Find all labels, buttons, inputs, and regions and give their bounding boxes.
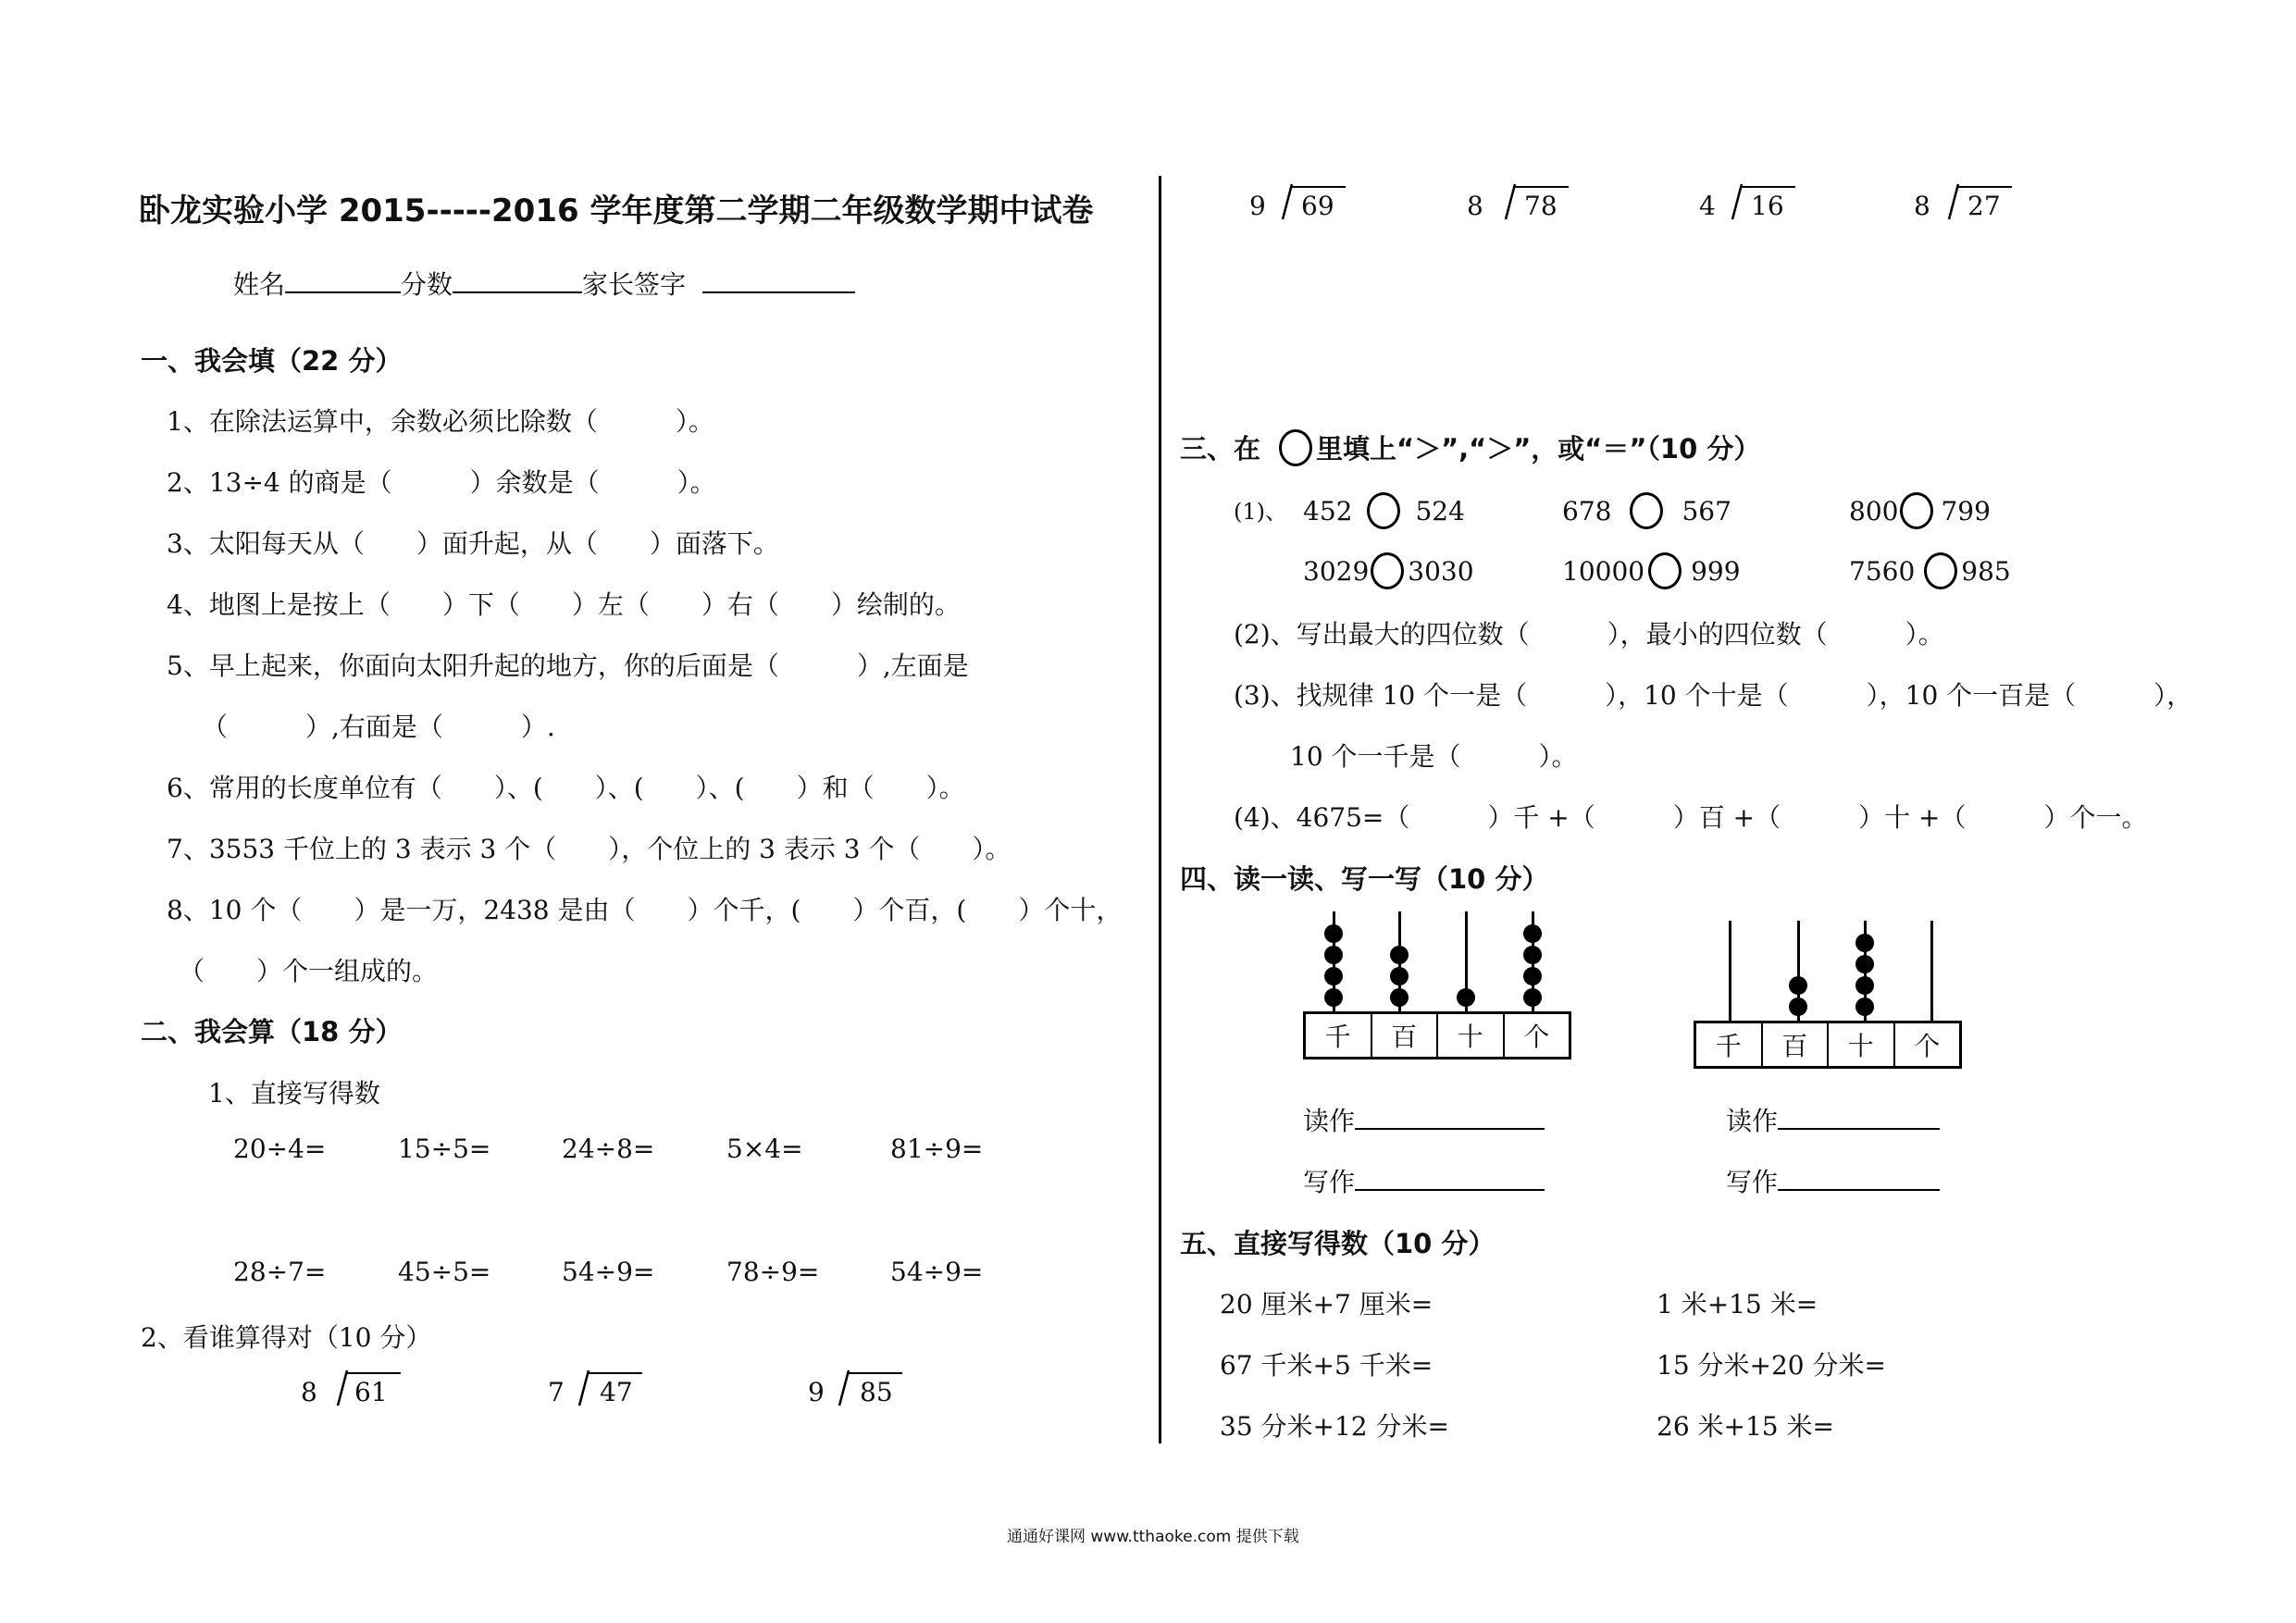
abacus-rod — [1729, 921, 1731, 1022]
compare-circle[interactable] — [1648, 552, 1682, 589]
division-bracket — [1281, 182, 1294, 221]
compare-item — [1849, 552, 2011, 589]
long-division — [1699, 179, 1801, 225]
score-blank[interactable] — [453, 267, 582, 293]
section-4-heading: 四、读一读、写一写（10 分） — [1180, 863, 1549, 895]
place-thousands: 千 — [1696, 1023, 1763, 1066]
abacus-bead — [1390, 967, 1409, 985]
dividend: 27 — [1967, 191, 2001, 221]
abacus-bead — [1324, 924, 1343, 943]
s3-p4: (4)、4675=（ ）千 +（ ）百 +（ ）十 +（ ）个一。 — [1234, 802, 2148, 833]
division-bracket — [577, 1369, 590, 1407]
division-bracket — [1731, 182, 1744, 221]
info-line — [233, 265, 855, 302]
divisor: 9 — [1249, 191, 1266, 221]
section-3-heading — [1180, 428, 1760, 466]
read-blank[interactable] — [1355, 1104, 1545, 1130]
abacus-2-place-labels — [1694, 1021, 1962, 1069]
read-label: 读作 — [1303, 1106, 1356, 1136]
s1-q8b: （ ）个一组成的。 — [179, 956, 439, 986]
compare-circle[interactable] — [1371, 552, 1404, 589]
s5-item: 15 分米+20 分米= — [1657, 1350, 1886, 1381]
parent-sign-label: 家长签字 — [582, 269, 687, 300]
s5-item: 26 米+15 米= — [1657, 1411, 1834, 1442]
place-thousands: 千 — [1306, 1014, 1372, 1057]
abacus-1-write — [1303, 1162, 1545, 1199]
division-vinculum — [1292, 186, 1346, 188]
calc-item: 5×4= — [726, 1134, 803, 1164]
abacus-bead — [1390, 988, 1409, 1007]
abacus-bead — [1789, 997, 1807, 1016]
calc-item: 54÷9= — [890, 1257, 984, 1287]
s1-q7: 7、3553 千位上的 3 表示 3 个（ ），个位上的 3 表示 3 个（ ）。 — [167, 834, 1011, 864]
division-bracket — [336, 1369, 349, 1407]
compare-circle[interactable] — [1924, 552, 1957, 589]
s1-q6: 6、常用的长度单位有（ ）、( ）、( ）、( ）和（ ）。 — [167, 773, 965, 803]
long-division — [548, 1365, 650, 1411]
abacus-bead — [1789, 976, 1807, 995]
write-blank[interactable] — [1355, 1165, 1545, 1191]
abacus-2-read — [1726, 1101, 1940, 1138]
dividend: 78 — [1524, 191, 1558, 221]
abacus-bead — [1855, 955, 1874, 973]
compare-left-number: 800 — [1849, 495, 1899, 527]
s1-q2: 2、13÷4 的商是（ ）余数是（ ）。 — [167, 467, 716, 498]
compare-right-number: 999 — [1691, 555, 1741, 587]
long-division — [1914, 179, 2016, 225]
s5-item: 20 厘米+7 厘米= — [1220, 1289, 1433, 1319]
abacus-bead — [1523, 946, 1542, 964]
calc-item: 28÷7= — [233, 1257, 327, 1287]
write-blank[interactable] — [1778, 1165, 1940, 1191]
compare-circle[interactable] — [1367, 492, 1400, 529]
division-vinculum — [1742, 186, 1795, 188]
calc-item: 45÷5= — [398, 1257, 491, 1287]
calc-item: 54÷9= — [562, 1257, 655, 1287]
abacus-bead — [1855, 934, 1874, 952]
abacus-rod — [1930, 921, 1933, 1022]
divisor: 7 — [548, 1377, 565, 1407]
compare-left-number: 7560 — [1849, 555, 1916, 587]
divisor: 4 — [1699, 191, 1716, 221]
calc-item: 78÷9= — [726, 1257, 820, 1287]
s1-q8a: 8、10 个（ ）是一万，2438 是由（ ）个千，( ）个百，( ）个十， — [167, 895, 1123, 925]
long-division — [1249, 179, 1351, 225]
section-5-heading: 五、直接写得数（10 分） — [1180, 1228, 1496, 1259]
compare-left-number: 678 — [1562, 495, 1612, 527]
dividend: 85 — [860, 1377, 893, 1407]
s5-item: 35 分米+12 分米= — [1220, 1411, 1449, 1442]
dividend: 47 — [600, 1377, 633, 1407]
s1-q3: 3、太阳每天从（ ）面升起，从（ ）面落下。 — [167, 528, 779, 559]
s5-item: 1 米+15 米= — [1657, 1289, 1818, 1319]
s3-p3b: 10 个一千是（ ）。 — [1290, 741, 1578, 772]
s1-q5a: 5、早上起来，你面向太阳升起的地方，你的后面是（ ）,左面是 — [167, 650, 969, 681]
abacus-bead — [1324, 967, 1343, 985]
abacus-bead — [1523, 967, 1542, 985]
abacus-bead — [1457, 988, 1475, 1007]
place-hundreds: 百 — [1763, 1023, 1830, 1066]
exam-title: 卧龙实验小学 2015-----2016 学年度第二学期二年级数学期中试卷 — [139, 192, 1094, 229]
long-division — [301, 1365, 403, 1411]
place-tens: 十 — [1829, 1023, 1895, 1066]
abacus-bead — [1324, 988, 1343, 1007]
write-label: 写作 — [1726, 1167, 1779, 1197]
division-vinculum — [849, 1372, 902, 1374]
section-2-heading: 二、我会算（18 分） — [141, 1016, 403, 1047]
compare-right-number: 567 — [1682, 495, 1731, 527]
place-tens: 十 — [1438, 1014, 1505, 1057]
column-divider — [1159, 176, 1161, 1443]
footer-credit: 通通好课网 www.tthaoke.com 提供下载 — [1007, 1528, 1299, 1546]
division-bracket — [1504, 182, 1517, 221]
abacus-bead — [1855, 976, 1874, 995]
compare-circle[interactable] — [1900, 492, 1933, 529]
s2-sub2: 2、看谁算得对（10 分） — [141, 1322, 432, 1353]
s1-q5b: （ ）,右面是（ ）. — [202, 712, 555, 742]
place-ones: 个 — [1523, 1022, 1550, 1052]
division-vinculum — [1515, 186, 1569, 188]
divisor: 8 — [1467, 191, 1483, 221]
compare-item — [1849, 492, 1991, 529]
compare-left-number: 3029 — [1303, 555, 1370, 587]
s1-q1: 1、在除法运算中，余数必须比除数（ ）。 — [167, 406, 714, 437]
compare-right-number: 524 — [1415, 495, 1465, 527]
compare-right-number: 3030 — [1408, 555, 1474, 587]
circle-icon — [1279, 429, 1312, 466]
abacus-bead — [1855, 997, 1874, 1016]
compare-item — [1303, 492, 1465, 529]
divisor: 9 — [808, 1377, 825, 1407]
division-vinculum — [347, 1372, 401, 1374]
s2-sub1: 1、直接写得数 — [208, 1078, 380, 1109]
abacus-bead — [1523, 988, 1542, 1007]
s3-p2: (2)、写出最大的四位数（ ），最小的四位数（ ）。 — [1234, 619, 1944, 650]
write-label: 写作 — [1303, 1167, 1356, 1197]
division-bracket — [1947, 182, 1960, 221]
compare-item — [1303, 552, 1474, 589]
abacus-1-read — [1303, 1101, 1545, 1138]
division-bracket — [838, 1369, 850, 1407]
s5-item: 67 千米+5 千米= — [1220, 1350, 1433, 1381]
long-division — [1467, 179, 1569, 225]
calc-item: 20÷4= — [233, 1134, 327, 1164]
abacus-2-write — [1726, 1162, 1940, 1199]
place-ones: 个 — [1914, 1031, 1941, 1061]
s3-p1-label: (1)、 — [1234, 499, 1287, 525]
read-blank[interactable] — [1778, 1104, 1940, 1130]
dividend: 61 — [354, 1377, 388, 1407]
s1-q4: 4、地图上是按上（ ）下（ ）左（ ）右（ ）绘制的。 — [167, 589, 961, 620]
name-label: 姓名 — [233, 269, 286, 300]
parent-sign-blank[interactable] — [702, 267, 855, 293]
abacus-bead — [1390, 946, 1409, 964]
name-blank[interactable] — [285, 267, 401, 293]
abacus-bead — [1523, 924, 1542, 943]
calc-item: 15÷5= — [398, 1134, 491, 1164]
divisor: 8 — [301, 1377, 317, 1407]
calc-item: 81÷9= — [890, 1134, 984, 1164]
division-vinculum — [1958, 186, 2012, 188]
divisor: 8 — [1914, 191, 1930, 221]
s3-p3a: (3)、找规律 10 个一是（ ），10 个十是（ ），10 个一百是（ ）， — [1234, 680, 2193, 711]
compare-circle[interactable] — [1630, 492, 1663, 529]
read-label: 读作 — [1726, 1106, 1779, 1136]
compare-item — [1562, 492, 1731, 529]
score-label: 分数 — [401, 269, 453, 300]
division-vinculum — [589, 1372, 642, 1374]
place-hundreds: 百 — [1372, 1014, 1439, 1057]
compare-left-number: 10000 — [1562, 555, 1645, 587]
dividend: 69 — [1301, 191, 1334, 221]
section-3-heading-post: 里填上“＞”,“＞”，或“＝”（10 分） — [1316, 433, 1761, 465]
compare-item — [1562, 552, 1741, 589]
calc-item: 24÷8= — [562, 1134, 655, 1164]
compare-left-number: 452 — [1303, 495, 1353, 527]
long-division — [808, 1365, 910, 1411]
compare-right-number: 799 — [1941, 495, 1991, 527]
section-3-heading-pre: 三、在 — [1180, 433, 1261, 465]
dividend: 16 — [1751, 191, 1784, 221]
section-1-heading: 一、我会填（22 分） — [141, 345, 403, 377]
abacus-bead — [1324, 946, 1343, 964]
abacus-1-place-labels — [1303, 1011, 1571, 1059]
compare-right-number: 985 — [1961, 555, 2011, 587]
